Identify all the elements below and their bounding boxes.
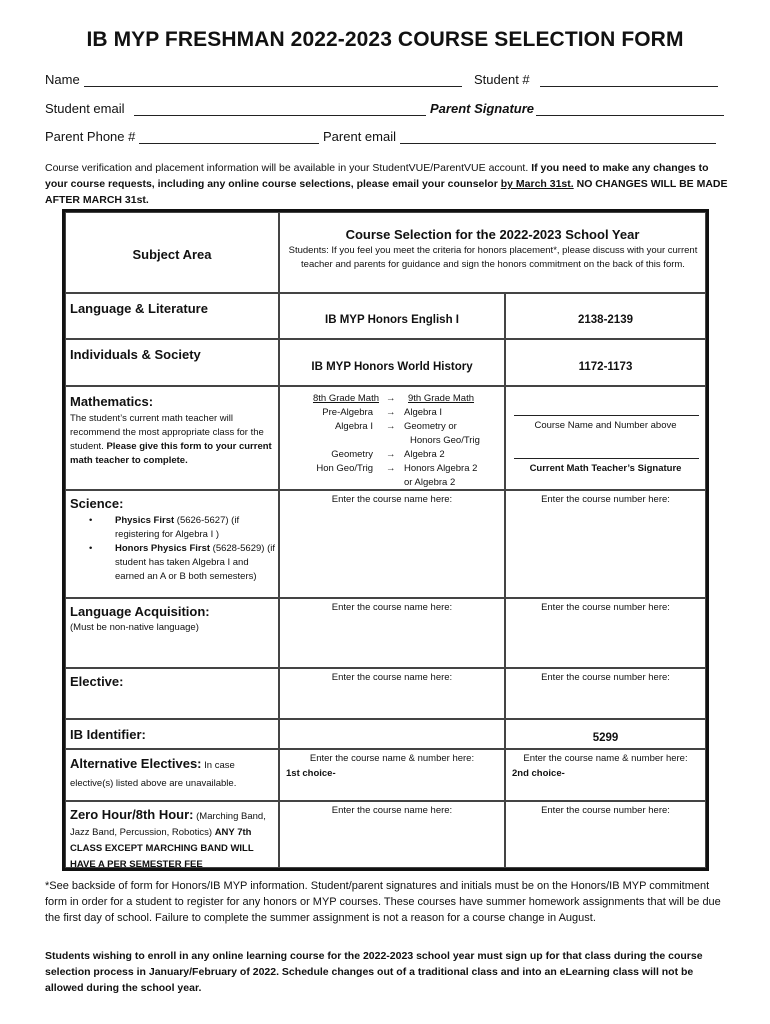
math-course-label: Course Name and Number above [534, 420, 677, 431]
math-placement-map: 8th Grade Math → 9th Grade Math Pre-Algebra → Algebra I Algebra I → Geometry or Honors Geo/Trig Geometry → Algebra 2 Hon Geo/Trig → Honors Algebra 2 or Algebra 2 [279, 386, 505, 490]
row-elective: Elective: [65, 668, 279, 719]
ib-identifier-number: 5299 [592, 732, 619, 744]
course-number-english: 2138-2139 [578, 314, 633, 326]
student-email-field[interactable] [134, 115, 426, 116]
parent-phone-label: Parent Phone # [45, 129, 136, 144]
science-number-field[interactable]: Enter the course number here: [505, 490, 706, 598]
online-learning-notice: Students wishing to enroll in any online learning course for the 2022-2023 school year must sign up for that class during the course selection process in January/February of 2022. Schedule changes out of a traditional class and into an eLearning class will not be allowed during the school year. [45, 950, 703, 994]
name-field[interactable] [84, 86, 462, 87]
language-course-field[interactable]: Enter the course name here: [279, 598, 505, 668]
science-option-physics-first: • Physics First (5626-5627) (if registering for Algebra I ) [89, 515, 240, 540]
student-number-label: Student # [474, 72, 530, 87]
zero-hour-number-field[interactable]: Enter the course number here: [505, 801, 706, 868]
parent-signature-field[interactable] [536, 115, 724, 116]
row-individuals-society: Individuals & Society [65, 339, 279, 386]
elective-number-field[interactable]: Enter the course number here: [505, 668, 706, 719]
row-language-acquisition: Language Acquisition: (Must be non-native language) [65, 598, 279, 668]
form-title: IB MYP FRESHMAN 2022-2023 COURSE SELECTION FORM [86, 28, 684, 51]
intro-paragraph: Course verification and placement information will be available in your StudentVUE/ParentVUE account. If you need to make any changes to your course requests, including any online course selections, please email your counselor by March 31st. NO CHANGES WILL BE MADE AFTER MARCH 31st. [45, 162, 728, 206]
row-science: Science: • Physics First (5626-5627) (if registering for Algebra I ) • Honors Physics First (5628-5629) (if student has taken Algebra I and earned an A or B both semesters) [65, 490, 279, 598]
alt-first-choice-field[interactable]: Enter the course name & number here: 1st choice- [279, 749, 505, 801]
course-world-history: IB MYP Honors World History [311, 361, 473, 373]
math-course-field[interactable] [514, 415, 699, 416]
honors-note: Students: If you feel you meet the criteria for honors placement*, please discuss with your current teacher and parents for guidance and sign the honors commitment on the back of this form. [288, 245, 698, 270]
alt-second-choice-field[interactable]: Enter the course name & number here: 2nd choice- [505, 749, 706, 801]
row-ib-identifier: IB Identifier: [65, 719, 279, 749]
parent-phone-field[interactable] [139, 143, 319, 144]
name-label: Name [45, 72, 80, 87]
math-teacher-signature-label: Current Math Teacher’s Signature [529, 463, 682, 474]
course-english: IB MYP Honors English I [325, 314, 459, 326]
honors-footnote: *See backside of form for Honors/IB MYP information. Student/parent signatures and initials must be on the Honors/IB MYP commitment form in order for a student to register for any honors or MYP courses. These courses have summer homework assignments that will be due the first day of school. Failure to complete the summer assignment is not a reason for a course change in August. [45, 880, 721, 924]
parent-email-field[interactable] [400, 143, 716, 144]
parent-email-label: Parent email [323, 129, 396, 144]
row-alternative-electives: Alternative Electives: In case elective(s) listed above are unavailable. [65, 749, 279, 801]
math-note: The student’s current math teacher will recommend the most appropriate class for the student. Please give this form to your current math teacher to complete. [70, 413, 272, 466]
student-email-label: Student email [45, 101, 125, 116]
student-number-field[interactable] [540, 86, 718, 87]
science-option-honors-physics: • Honors Physics First (5628-5629) (if student has taken Algebra I and earned an A or B both semesters) [89, 543, 275, 582]
math-teacher-signature-field[interactable] [514, 458, 699, 459]
elective-course-field[interactable]: Enter the course name here: [279, 668, 505, 719]
zero-hour-course-field[interactable]: Enter the course name here: [279, 801, 505, 868]
language-number-field[interactable]: Enter the course number here: [505, 598, 706, 668]
parent-signature-label: Parent Signature [430, 101, 535, 116]
course-number-world-history: 1172-1173 [578, 361, 633, 373]
course-selection-header: Course Selection for the 2022-2023 School Year Students: If you feel you meet the criteria for honors placement*, please discuss with your current teacher and parents for guidance and sign the honors commitment on the back of this form. [279, 212, 706, 293]
row-zero-hour: Zero Hour/8th Hour: (Marching Band, Jazz Band, Percussion, Robotics) ANY 7th CLASS EXCEPT MARCHING BAND WILL HAVE A PER SEMESTER FEE [65, 801, 279, 868]
course-selection-table [62, 209, 709, 871]
science-course-field[interactable]: Enter the course name here: [279, 490, 505, 598]
row-mathematics: Mathematics: The student’s current math teacher will recommend the most appropriate class for the student. Please give this form to your current math teacher to complete. [65, 386, 279, 490]
subject-area-header: Subject Area [65, 212, 279, 293]
row-language-literature: Language & Literature [65, 293, 279, 339]
